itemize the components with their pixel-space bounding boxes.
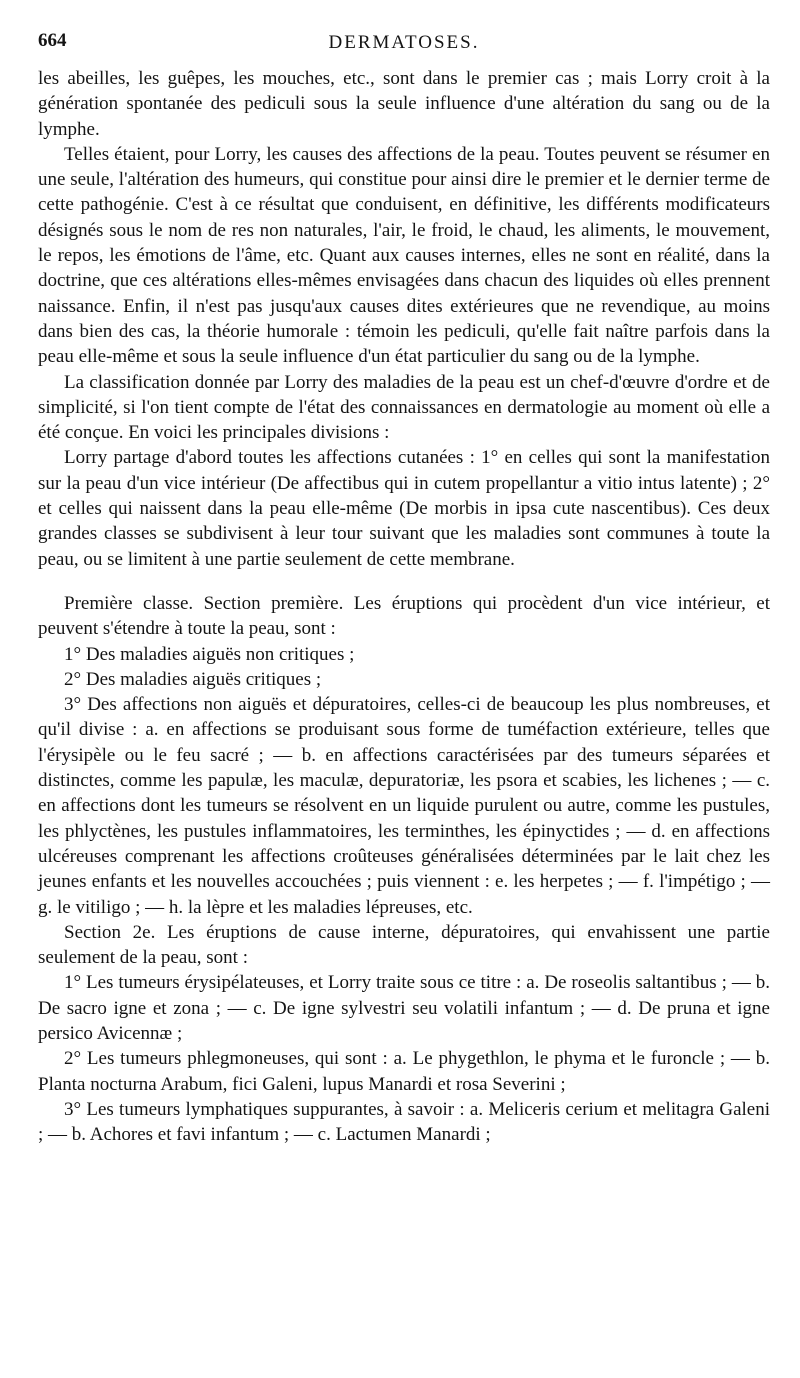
section-2-item-2: 2° Les tumeurs phlegmoneuses, qui sont : a. Le phygethlon, le phyma et le furoncle ; — b. Planta nocturna Arabum, fici Galeni, lupus Manardi et rosa Severini ; (38, 1048, 770, 1095)
list-item-1: 1° Des maladies aiguës non critiques ; (64, 643, 355, 665)
list-item-3: 3° Des affections non aiguës et dépuratoires, celles-ci de beaucoup les plus nombreuses, et qu'il divise : a. en affections se produisant sous forme de tuméfaction extérieure, telles que l'érysipèle ou le feu sacré ; — b. en affections caractérisées par des tumeurs séparées et distinctes, comme les papulæ, les maculæ, depuratoriæ, les psora et scabies, les lichenes ; — c. en affections dont les tumeurs se résolvent en un liquide purulent ou autre, comme les pustules, les phlyctènes, les pustules inflammatoires, les terminthes, les épinyctides ; — d. en affections ulcéreuses comprenant les affections croûteuses généralisées déterminées par le lait chez les jeunes enfants et les nouvelles accouchées ; puis viennent : e. les herpetes ; — f. l'impétigo ; — g. le vitiligo ; — h. la lèpre et les maladies lépreuses, etc. (38, 694, 770, 918)
section-spacer (38, 572, 770, 591)
running-title: DERMATOSES. (328, 32, 480, 53)
list-item-2: 2° Des maladies aiguës critiques ; (64, 668, 322, 690)
paragraph-section-2: Section 2e. Les éruptions de cause interne, dépuratoires, qui envahissent une partie seulement de la peau, sont : (38, 921, 770, 969)
section-2-item-3: 3° Les tumeurs lymphatiques suppurantes, à savoir : a. Meliceris cerium et melitagra Galeni ; — b. Achores et favi infantum ; — c. Lactumen Manardi ; (38, 1098, 770, 1146)
paragraph-first-class: Première classe. Section première. Les éruptions qui procèdent d'un vice intérieur, et peuvent s'étendre à toute la peau, sont : (38, 592, 770, 640)
section-2-item-1: 1° Les tumeurs érysipélateuses, et Lorry traite sous ce titre : a. De roseolis saltantibus ; — b. De sacro igne et zona ; — c. De igne sylvestri seu volatili infantum ; — d. De pruna et igne persico Avicennæ ; (38, 972, 770, 1044)
page-number: 664 (38, 30, 67, 51)
paragraph-continuation: les abeilles, les guêpes, les mouches, etc., sont dans le premier cas ; mais Lorry croit à la génération spontanée des pediculi sous la seule influence d'une altération du sang ou de la lymphe. (38, 68, 770, 140)
page-header (38, 28, 770, 60)
paragraph-classification: La classification donnée par Lorry des maladies de la peau est un chef-d'œuvre d'ordre et de simplicité, si l'on tient compte de l'état des connaissances en dermatologie au moment où elle a été conçue. En voici les principales divisions : (38, 371, 770, 444)
paragraph-two-classes: Lorry partage d'abord toutes les affections cutanées : 1° en celles qui sont la manifestation sur la peau d'un vice intérieur (De affectibus qui in cutem propellantur a vitio intus latente) ; 2° et celles qui naissent dans la peau elle-même (De morbis in ipsa cute nascentibus). Ces deux grandes classes se subdivisent à leur tour suivant que les maladies sont communes à toute la peau, ou se limitent à une partie seulement de cette membrane. (38, 447, 770, 570)
paragraph-causes: Telles étaient, pour Lorry, les causes des affections de la peau. Toutes peuvent se résumer en une seule, l'altération des humeurs, qui constitue pour ainsi dire le premier et le dernier terme de cette pathogénie. C'est à ce résultat que conduisent, en définitive, les différents modificateurs désignés sous le nom de res non naturales, l'air, le froid, le chaud, les aliments, le mouvement, le repos, les émotions de l'âme, etc. Quant aux causes internes, elles ne sont en réalité, dans la doctrine, que ces altérations elles-mêmes envisagées dans chacun des liquides où elles prennent naissance. Enfin, il n'est pas jusqu'aux causes dites extérieures que ne revendique, au moins dans bien des cas, la théorie humorale : témoin les pediculi, qu'elle fait naître parfois dans la peau elle-même et sous la seule influence d'un état particulier du sang ou de la lymphe. (38, 143, 770, 368)
